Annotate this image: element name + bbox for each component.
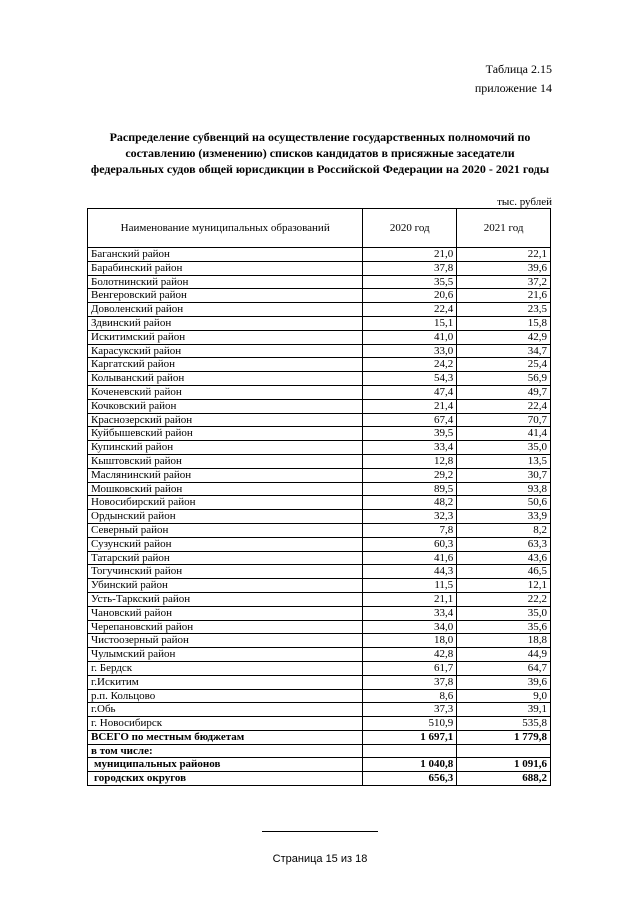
table-header-row — [88, 209, 551, 248]
table-row — [88, 661, 551, 675]
table-row — [88, 248, 551, 262]
table-row — [88, 358, 551, 372]
row-value-2020: 1 697,1 — [363, 730, 457, 744]
row-value-2020: 34,0 — [363, 620, 457, 634]
row-value-2021: 13,5 — [457, 454, 551, 468]
row-value-2020: 41,0 — [363, 330, 457, 344]
row-value-2021: 93,8 — [457, 482, 551, 496]
row-name-cell: Чановский район — [88, 606, 363, 620]
row-value-2021: 9,0 — [457, 689, 551, 703]
row-name-cell: г.Обь — [88, 703, 363, 717]
row-value-2020: 35,5 — [363, 275, 457, 289]
row-name-cell: Новосибирский район — [88, 496, 363, 510]
table-row — [88, 551, 551, 565]
row-name-cell: ВСЕГО по местным бюджетам — [88, 730, 363, 744]
table-row — [88, 482, 551, 496]
table-row — [88, 744, 551, 758]
page-number: Страница 15 из 18 — [272, 853, 368, 865]
row-name-cell: Краснозерский район — [88, 413, 363, 427]
row-value-2020: 21,1 — [363, 592, 457, 606]
row-value-2020: 1 040,8 — [363, 758, 457, 772]
row-value-2020: 8,6 — [363, 689, 457, 703]
row-value-2020: 18,0 — [363, 634, 457, 648]
footer-divider — [262, 831, 378, 832]
row-value-2020: 37,3 — [363, 703, 457, 717]
row-name-cell: Сузунский район — [88, 537, 363, 551]
row-value-2020: 656,3 — [363, 772, 457, 786]
row-value-2020: 33,0 — [363, 344, 457, 358]
row-value-2020: 37,8 — [363, 261, 457, 275]
row-value-2020: 44,3 — [363, 565, 457, 579]
table-row — [88, 316, 551, 330]
row-value-2020: 67,4 — [363, 413, 457, 427]
row-value-2020: 60,3 — [363, 537, 457, 551]
row-name-cell: Венгеровский район — [88, 289, 363, 303]
row-name-cell: Маслянинский район — [88, 468, 363, 482]
table-row — [88, 537, 551, 551]
table-row — [88, 261, 551, 275]
table-row — [88, 648, 551, 662]
table-row — [88, 399, 551, 413]
row-name-cell: Кыштовский район — [88, 454, 363, 468]
row-value-2021: 1 091,6 — [457, 758, 551, 772]
row-value-2020: 61,7 — [363, 661, 457, 675]
row-name-cell: Баганский район — [88, 248, 363, 262]
row-value-2021: 63,3 — [457, 537, 551, 551]
table-row — [88, 275, 551, 289]
subvention-table — [87, 208, 551, 786]
row-value-2020: 12,8 — [363, 454, 457, 468]
table-row — [88, 510, 551, 524]
row-value-2021: 22,2 — [457, 592, 551, 606]
row-value-2021: 22,1 — [457, 248, 551, 262]
table-row — [88, 441, 551, 455]
row-value-2020: 510,9 — [363, 717, 457, 731]
row-value-2021: 35,0 — [457, 441, 551, 455]
table-row — [88, 703, 551, 717]
row-name-cell: муниципальных районов — [88, 758, 363, 772]
table-row — [88, 413, 551, 427]
row-value-2021: 64,7 — [457, 661, 551, 675]
row-value-2021: 15,8 — [457, 316, 551, 330]
row-value-2021: 39,6 — [457, 675, 551, 689]
row-value-2021: 50,6 — [457, 496, 551, 510]
row-value-2020: 11,5 — [363, 579, 457, 593]
row-value-2021: 688,2 — [457, 772, 551, 786]
table-row — [88, 675, 551, 689]
row-value-2021: 43,6 — [457, 551, 551, 565]
row-value-2021: 39,6 — [457, 261, 551, 275]
row-name-cell: р.п. Кольцово — [88, 689, 363, 703]
row-name-cell: Доволенский район — [88, 303, 363, 317]
row-name-cell: Каргатский район — [88, 358, 363, 372]
row-name-cell: Здвинский район — [88, 316, 363, 330]
row-value-2020: 37,8 — [363, 675, 457, 689]
row-value-2021: 49,7 — [457, 385, 551, 399]
row-value-2020: 54,3 — [363, 372, 457, 386]
table-row — [88, 592, 551, 606]
row-value-2020: 39,5 — [363, 427, 457, 441]
table-row — [88, 303, 551, 317]
row-value-2020: 32,3 — [363, 510, 457, 524]
row-value-2020: 15,1 — [363, 316, 457, 330]
row-name-cell: Болотнинский район — [88, 275, 363, 289]
table-row — [88, 730, 551, 744]
row-value-2021 — [457, 744, 551, 758]
row-name-cell: в том числе: — [88, 744, 363, 758]
row-name-cell: Татарский район — [88, 551, 363, 565]
row-value-2021: 44,9 — [457, 648, 551, 662]
row-value-2021: 21,6 — [457, 289, 551, 303]
row-value-2020: 22,4 — [363, 303, 457, 317]
row-name-cell: Куйбышевский район — [88, 427, 363, 441]
row-value-2020: 21,0 — [363, 248, 457, 262]
row-value-2020: 89,5 — [363, 482, 457, 496]
table-row — [88, 717, 551, 731]
row-name-cell: Чулымский район — [88, 648, 363, 662]
row-value-2021: 70,7 — [457, 413, 551, 427]
row-value-2021: 25,4 — [457, 358, 551, 372]
row-name-cell: Искитимский район — [88, 330, 363, 344]
row-value-2020: 41,6 — [363, 551, 457, 565]
table-row — [88, 289, 551, 303]
table-row — [88, 565, 551, 579]
row-name-cell: Северный район — [88, 523, 363, 537]
row-value-2021: 33,9 — [457, 510, 551, 524]
row-value-2020: 29,2 — [363, 468, 457, 482]
row-value-2021: 12,1 — [457, 579, 551, 593]
table-number: Таблица 2.15 — [485, 62, 552, 76]
row-value-2020: 48,2 — [363, 496, 457, 510]
row-value-2021: 23,5 — [457, 303, 551, 317]
table-row — [88, 689, 551, 703]
row-value-2020: 20,6 — [363, 289, 457, 303]
table-row — [88, 372, 551, 386]
table-row — [88, 468, 551, 482]
table-row — [88, 385, 551, 399]
table-row — [88, 496, 551, 510]
row-name-cell: Убинский район — [88, 579, 363, 593]
row-value-2021: 34,7 — [457, 344, 551, 358]
row-name-cell: Мошковский район — [88, 482, 363, 496]
table-row — [88, 454, 551, 468]
table-row — [88, 772, 551, 786]
row-name-cell: Коченевский район — [88, 385, 363, 399]
row-value-2020: 24,2 — [363, 358, 457, 372]
table-row — [88, 606, 551, 620]
row-name-cell: Кочковский район — [88, 399, 363, 413]
row-name-cell: городских округов — [88, 772, 363, 786]
row-value-2020: 42,8 — [363, 648, 457, 662]
row-value-2021: 535,8 — [457, 717, 551, 731]
row-name-cell: Купинский район — [88, 441, 363, 455]
row-value-2021: 30,7 — [457, 468, 551, 482]
table-row — [88, 344, 551, 358]
row-name-cell: Тогучинский район — [88, 565, 363, 579]
row-value-2021: 37,2 — [457, 275, 551, 289]
table-row — [88, 634, 551, 648]
row-value-2021: 42,9 — [457, 330, 551, 344]
row-value-2020: 33,4 — [363, 606, 457, 620]
row-value-2021: 1 779,8 — [457, 730, 551, 744]
row-value-2020: 47,4 — [363, 385, 457, 399]
row-name-cell: г.Искитим — [88, 675, 363, 689]
row-value-2020: 7,8 — [363, 523, 457, 537]
table-row — [88, 427, 551, 441]
table-row — [88, 758, 551, 772]
row-name-cell: Ордынский район — [88, 510, 363, 524]
row-value-2021: 56,9 — [457, 372, 551, 386]
row-name-cell: Колыванский район — [88, 372, 363, 386]
row-value-2021: 22,4 — [457, 399, 551, 413]
row-value-2021: 41,4 — [457, 427, 551, 441]
appendix-label: приложение 14 — [474, 81, 552, 95]
row-name-cell: Чистоозерный район — [88, 634, 363, 648]
table-row — [88, 330, 551, 344]
column-header-2021: 2021 год — [457, 209, 551, 248]
row-name-cell: Карасукский район — [88, 344, 363, 358]
row-name-cell: Черепановский район — [88, 620, 363, 634]
row-name-cell: г. Бердск — [88, 661, 363, 675]
row-name-cell: Усть-Таркский район — [88, 592, 363, 606]
row-name-cell: г. Новосибирск — [88, 717, 363, 731]
column-header-2020: 2020 год — [363, 209, 457, 248]
row-value-2020 — [363, 744, 457, 758]
column-header-name: Наименование муниципальных образований — [88, 209, 363, 248]
row-value-2021: 18,8 — [457, 634, 551, 648]
row-name-cell: Барабинский район — [88, 261, 363, 275]
document-title: Распределение субвенций на осуществление государственных полномочий по составлению (изменению) списков кандидатов в присяжные заседатели федеральных судов общей юрисдикции в Российской Федерации на 2020 - 2021 годы — [90, 130, 550, 176]
units-label: тыс. рублей — [497, 196, 552, 208]
row-value-2021: 39,1 — [457, 703, 551, 717]
row-value-2021: 8,2 — [457, 523, 551, 537]
table-row — [88, 579, 551, 593]
row-value-2020: 33,4 — [363, 441, 457, 455]
row-value-2021: 46,5 — [457, 565, 551, 579]
table-row — [88, 620, 551, 634]
row-value-2020: 21,4 — [363, 399, 457, 413]
row-value-2021: 35,0 — [457, 606, 551, 620]
table-row — [88, 523, 551, 537]
row-value-2021: 35,6 — [457, 620, 551, 634]
